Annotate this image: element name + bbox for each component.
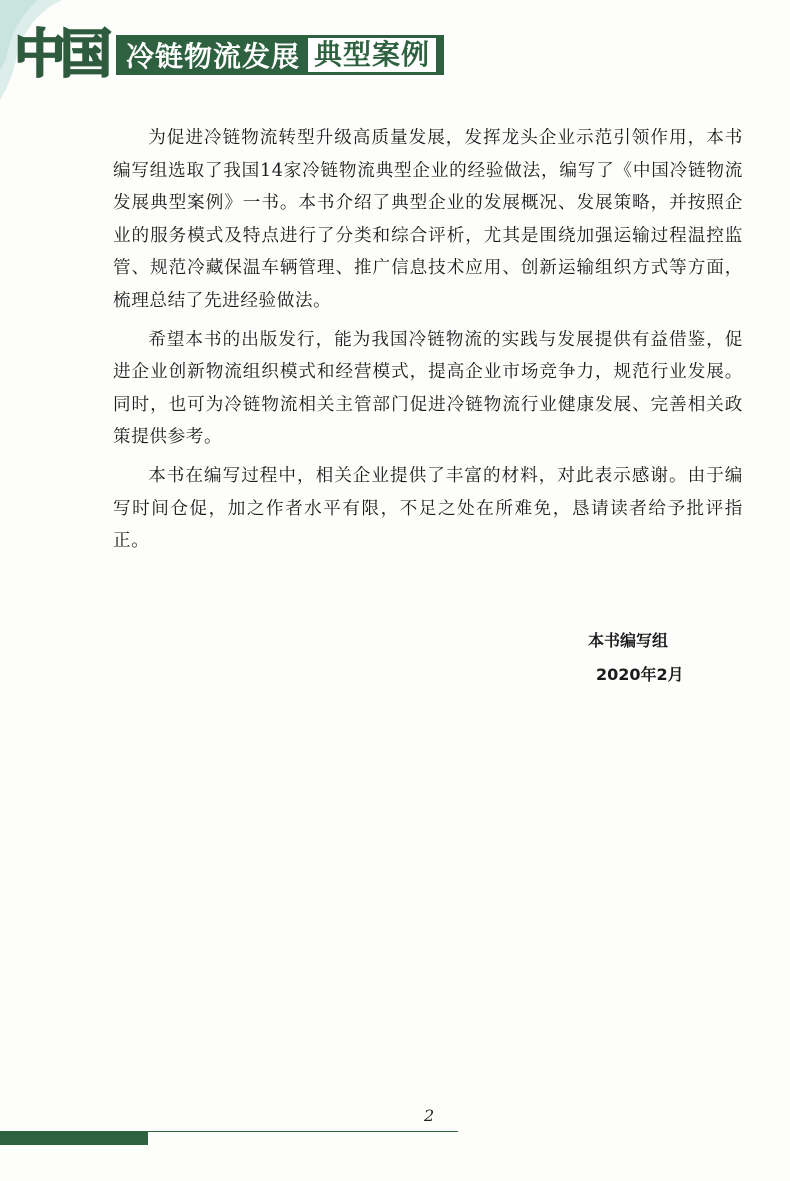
signature-block (588, 624, 708, 692)
header-big-characters: 中国 (14, 25, 107, 85)
header-title-secondary: 典型案例 (308, 38, 436, 72)
chapter-header (14, 25, 444, 85)
header-title-primary: 冷链物流发展 (126, 40, 301, 73)
paragraph: 本书在编写过程中，相关企业提供了丰富的材料，对此表示感谢。由于编写时间仓促，加之作者水平有限，不足之处在所难免，恳请读者给予批评指正。 (113, 465, 743, 552)
preface-body (113, 122, 743, 564)
signature-date: 2020年2月 (596, 665, 684, 684)
page-number: 2 (424, 1106, 435, 1125)
signature-author: 本书编写组 (588, 631, 669, 650)
paragraph: 希望本书的出版发行，能为我国冷链物流的实践与发展提供有益借鉴，促进企业创新物流组织模式和经营模式，提高企业市场竞争力，规范行业发展。同时，也可为冷链物流相关主管部门促进冷链物流行业健康发展、完善相关政策提供参考。 (113, 329, 743, 448)
footer-rule (148, 1131, 458, 1132)
header-title-band (116, 35, 444, 75)
paragraph: 为促进冷链物流转型升级高质量发展，发挥龙头企业示范引领作用，本书编写组选取了我国14家冷链物流典型企业的经验做法，编写了《中国冷链物流发展典型案例》一书。本书介绍了典型企业的发展概况、发展策略，并按照企业的服务模式及特点进行了分类和综合评析，尤其是围绕加强运输过程温控监管、规范冷藏保温车辆管理、推广信息技术应用、创新运输组织方式等方面，梳理总结了先进经验做法。 (113, 128, 743, 311)
footer-accent-bar (0, 1131, 148, 1145)
